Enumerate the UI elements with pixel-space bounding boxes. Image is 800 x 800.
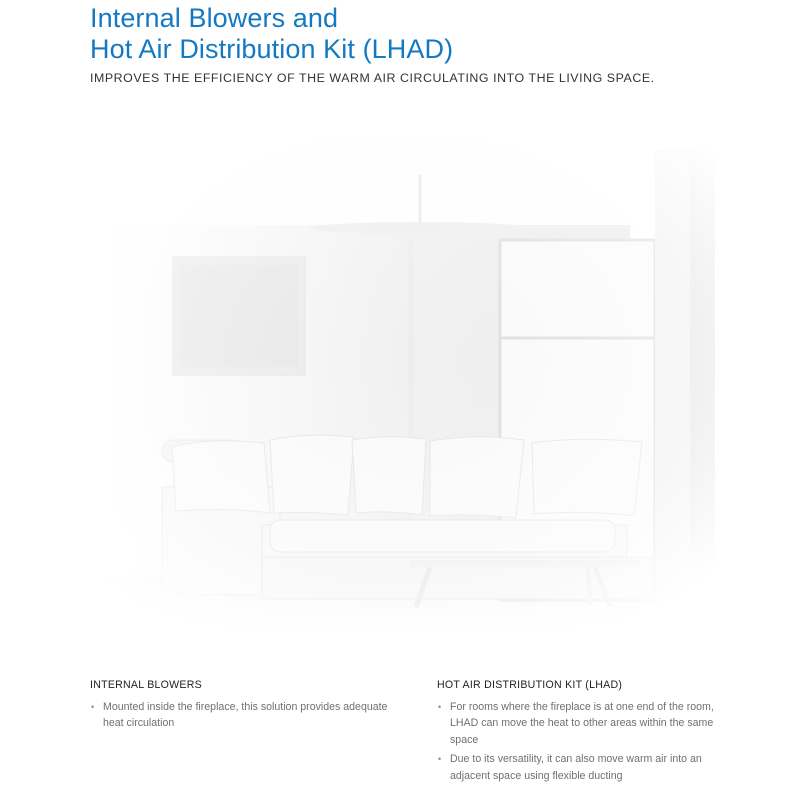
bullet-icon <box>91 699 94 715</box>
lhad-list <box>437 699 737 784</box>
lhad-heading: HOT AIR DISTRIBUTION KIT (LHAD) <box>437 679 623 691</box>
internal-blowers-section <box>90 679 390 735</box>
list-item-text: For rooms where the fireplace is at one end of the room, LHAD can move the heat to other areas within the same space <box>450 701 714 746</box>
bullet-icon <box>438 699 441 715</box>
living-room-photo <box>90 135 715 635</box>
bullet-icon <box>438 751 441 767</box>
page-title <box>90 3 453 65</box>
list-item <box>437 699 737 748</box>
lhad-section <box>437 679 737 787</box>
list-item <box>90 699 390 732</box>
list-item-text: Mounted inside the fireplace, this solution provides adequate heat circulation <box>103 701 388 730</box>
internal-blowers-list <box>90 699 390 732</box>
title-line-1: Internal Blowers and <box>90 3 339 33</box>
list-item-text: Due to its versatility, it can also move warm air into an adjacent space using flexible ducting <box>450 753 702 782</box>
title-line-2: Hot Air Distribution Kit (LHAD) <box>90 34 454 64</box>
page-subtitle: IMPROVES THE EFFICIENCY OF THE WARM AIR CIRCULATING INTO THE LIVING SPACE. <box>90 71 655 85</box>
internal-blowers-heading: INTERNAL BLOWERS <box>90 679 202 691</box>
list-item <box>437 751 737 784</box>
